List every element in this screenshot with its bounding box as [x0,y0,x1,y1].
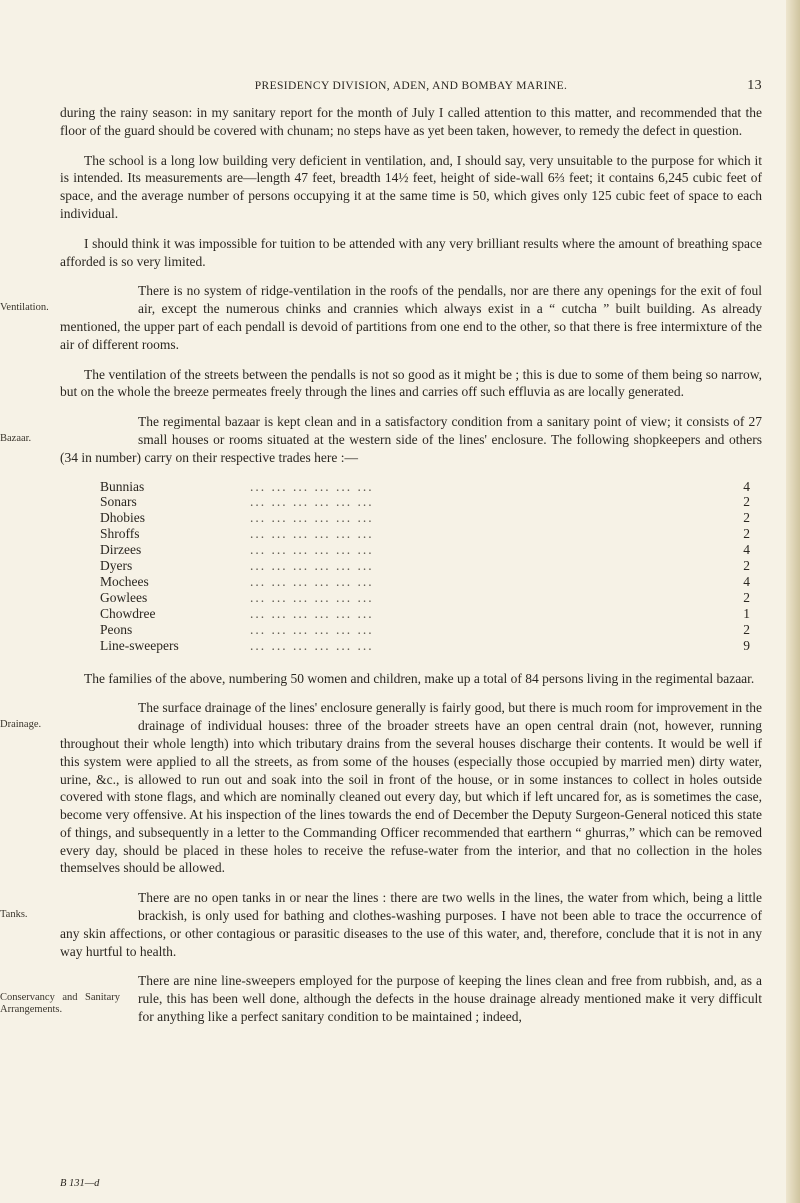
leader-dots: ... ... ... ... ... ... [250,573,374,589]
table-row [100,479,750,495]
leader-dots: ... ... ... ... ... ... [250,637,374,653]
section-conservancy [0,972,762,1025]
section-ventilation [0,282,762,353]
side-note-tanks: Tanks. [0,909,28,921]
shopkeepers-table [100,479,750,654]
table-row [100,574,750,590]
section-drainage [0,699,762,877]
table-row [100,526,750,542]
trade-count: 2 [743,558,750,574]
footer-signature: B 131—d [60,1178,100,1189]
trade-name: Chowdree [100,605,156,621]
leader-dots: ... ... ... ... ... ... [250,478,374,494]
leader-dots: ... ... ... ... ... ... [250,542,374,558]
leader-dots: ... ... ... ... ... ... [250,526,374,542]
trade-name: Mochees [100,573,149,589]
paragraph-families: The families of the above, numbering 50 women and children, make up a total of 84 persons living in the regimental bazaar. [84,670,755,686]
trade-count: 2 [743,589,750,605]
leader-dots: ... ... ... ... ... ... [250,494,374,510]
trade-count: 1 [743,605,750,621]
section-bazaar [0,413,762,466]
side-note-bazaar: Bazaar. [0,433,32,445]
paragraph-tuition: I should think it was impossible for tuition to be attended with any very brilliant results where the amount of breathing space afforded is so very limited. [60,235,762,269]
table-row [100,542,750,558]
trade-count: 4 [743,478,750,494]
paragraph-conservancy: There are nine line-sweepers employed for the purpose of keeping the lines clean and free from rubbish, and, as a rule, this has been well done, although the defects in the house drainage already mentioned make it very difficult for anything like a perfect sanitary condition to be maintained ; indeed, [138,973,762,1025]
side-note-conservancy: Conservancy and Sanitary Arrangements. [0,992,120,1016]
page-edge [786,0,800,1203]
paragraph-bazaar: The regimental bazaar is kept clean and in a satisfactory condition from a sanitary point of view; it consists of 27 small houses or rooms situated at the western side of the lines' enclosure. The following shopkeepers and others (34 in number) carry on their respective trades here :— [60,414,762,465]
paragraph-guard-floor: during the rainy season: in my sanitary report for the month of July I called attention to this matter, and recommended that the floor of the guard should be covered with chunam; no steps have as yet been taken, however, to remedy the defect in question. [60,105,762,138]
section-tanks [0,889,762,960]
table-row [100,638,750,654]
trade-name: Sonars [100,494,137,510]
paragraph-ventilation: There is no system of ridge-ventilation in the roofs of the pendalls, nor are there any openings for the exit of foul air, except the numerous chinks and crannies which always exist in a “ cutcha ” built building. As already mentioned, the upper part of each pendall is devoid of partitions from one end to the other, so that there is free intermixture of the air of different rooms. [60,283,762,352]
table-row [100,494,750,510]
leader-dots: ... ... ... ... ... ... [250,558,374,574]
trade-name: Dirzees [100,542,142,558]
table-row [100,606,750,622]
page-body [0,104,762,1038]
side-note-drainage: Drainage. [0,719,42,731]
trade-name: Dyers [100,558,133,574]
paragraph-drainage: The surface drainage of the lines' enclosure generally is fairly good, but there is much room for improvement in the drainage of individual houses: three of the broader streets have an open central drain (not, however, running throughout their whole length) into which tributary drains from the several houses discharge their contents. It would be well if this system were applied to all the streets, as from some of the houses (especially those occupied by married men) dirty water, urine, &c., is allowed to run out and soak into the soil in front of the house, or in some instances to collect in holes outside covered with stone flags, and which are nominally cleaned out every day, but which if left uncared for, as is sometimes the case, become very offensive. At his inspection of the lines towards the end of December the Deputy Surgeon-General noticed this state of things, and subsequently in a letter to the Commanding Officer recommended that earthern “ ghurras,” which can be removed every day, should be placed in these holes to receive the refuse-water from the interior, and that no collection in the holes themselves should be allowed. [60,700,762,876]
leader-dots: ... ... ... ... ... ... [250,510,374,526]
trade-name: Gowlees [100,589,148,605]
table-row [100,558,750,574]
table-row [100,622,750,638]
leader-dots: ... ... ... ... ... ... [250,621,374,637]
paragraph-streets: The ventilation of the streets between the pendalls is not so good as it might be ; this is due to some of them being so narrow, but on the whole the breeze permeates freely through the lines and carries off such effluvia as are locally generated. [60,366,762,400]
trade-name: Shroffs [100,526,140,542]
header-title: PRESIDENCY DIVISION, ADEN, AND BOMBAY MARINE. [254,80,568,92]
table-row [100,510,750,526]
trade-count: 2 [743,494,750,510]
trade-count: 2 [743,510,750,526]
leader-dots: ... ... ... ... ... ... [250,605,374,621]
page-number: 13 [747,78,762,93]
trade-count: 4 [743,573,750,589]
trade-name: Peons [100,621,133,637]
trade-count: 9 [743,637,750,653]
trade-name: Dhobies [100,510,145,526]
trade-count: 2 [743,526,750,542]
table-row [100,590,750,606]
trade-name: Line-sweepers [100,637,179,653]
trade-count: 4 [743,542,750,558]
running-header [60,80,762,92]
side-note-ventilation: Ventilation. [0,302,49,314]
trade-name: Bunnias [100,478,145,494]
paragraph-school: The school is a long low building very deficient in ventilation, and, I should say, very unsuitable to the purpose for which it is intended. Its measurements are—length 47 feet, breadth 14½ feet, height of side-wall 6⅔ feet; it contains 6,245 cubic feet of space, and the average number of persons occupying it at the same time is 50, which gives only 125 cubic feet of space to each individual. [60,152,762,221]
paragraph-tanks: There are no open tanks in or near the lines : there are two wells in the lines, the water from which, being a little brackish, is only used for bathing and clothes-washing purposes. I have not been able to trace the occurrence of any skin affections, or other contagious or parasitic diseases to the use of this water, and, therefore, conclude that it is not in any way hurtful to health. [60,890,762,959]
leader-dots: ... ... ... ... ... ... [250,589,374,605]
trade-count: 2 [743,621,750,637]
